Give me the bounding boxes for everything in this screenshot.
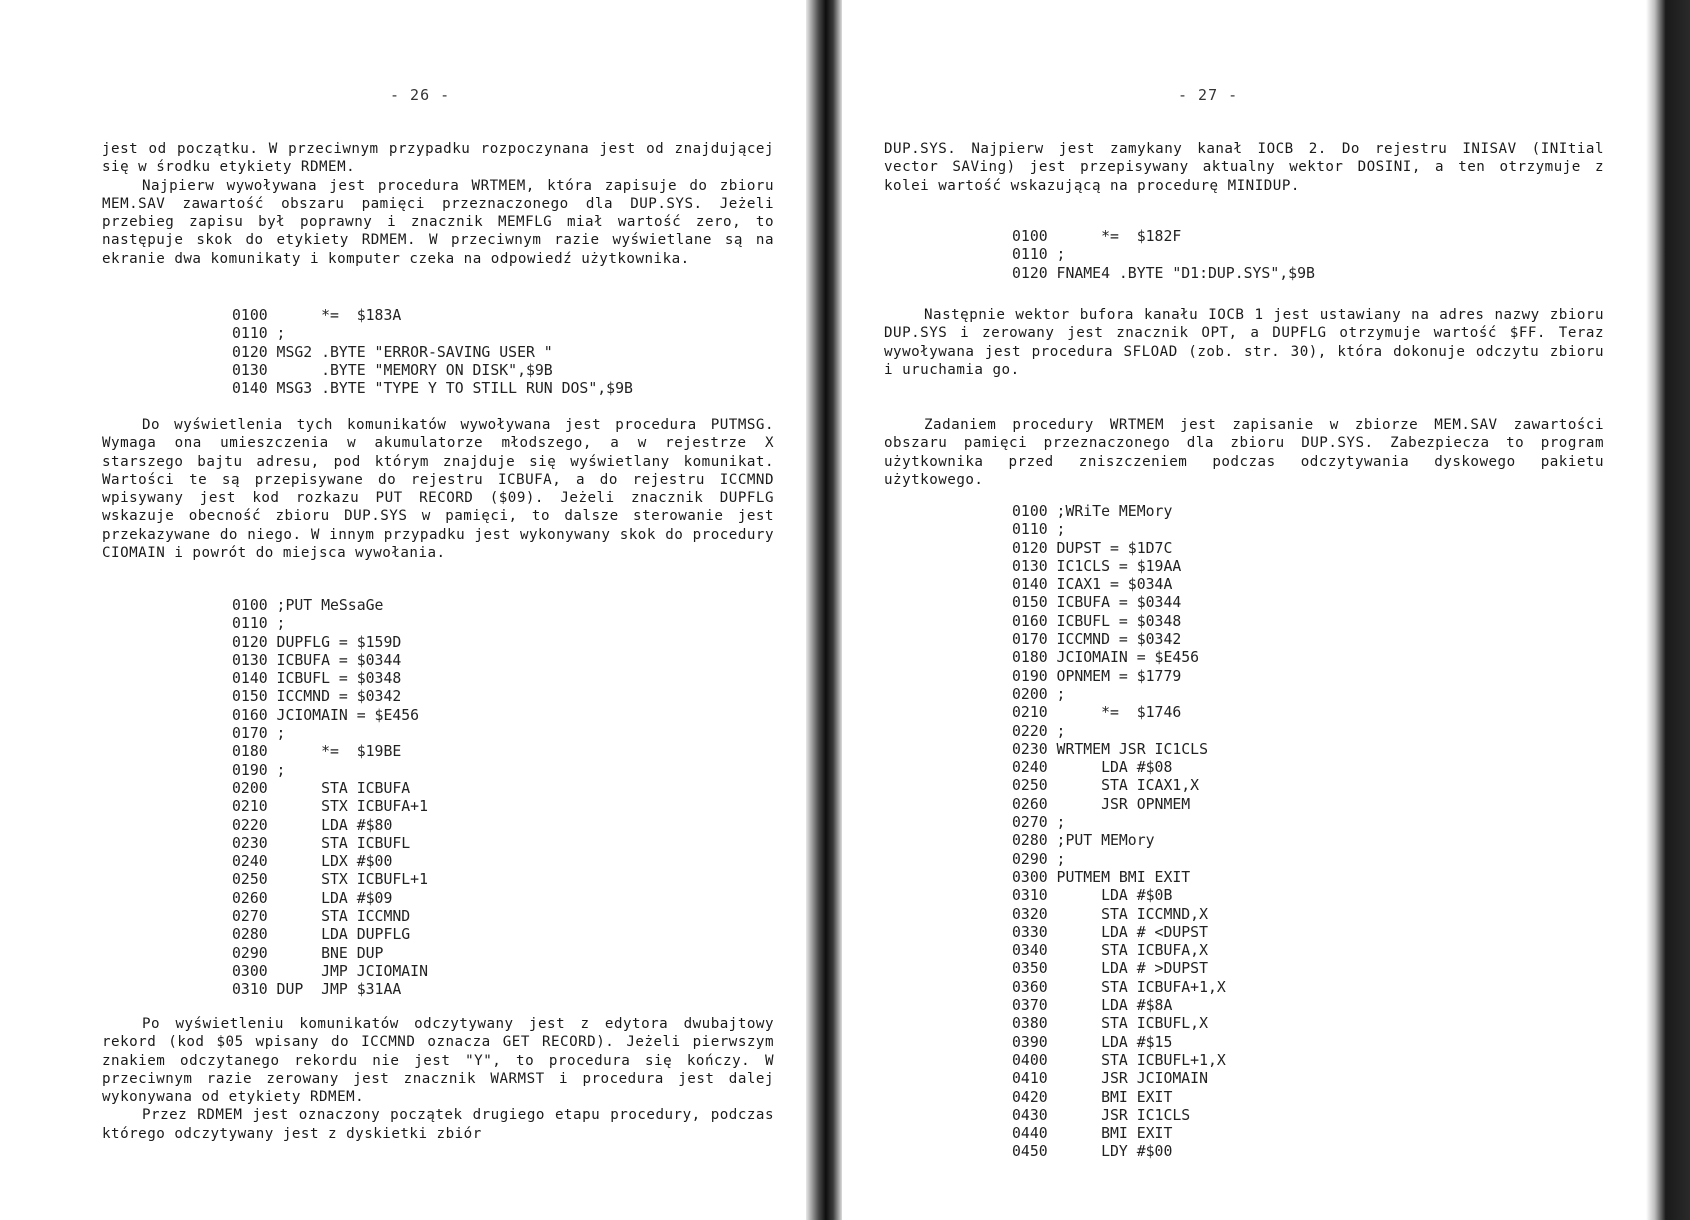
code-line: 0110 ; (232, 325, 286, 343)
code-line: 0450 LDY #$00 (1012, 1143, 1173, 1161)
code-line: 0180 *= $19BE (232, 743, 402, 761)
code-line: 0170 ICCMND = $0342 (1012, 631, 1182, 649)
code-line: 0220 LDA #$80 (232, 816, 393, 834)
code-line: 0290 BNE DUP (232, 944, 384, 962)
paragraph: Najpierw wywoływana jest procedura WRTMEM, która zapisuje do zbioru MEM.SAV zawartość obszaru pamięci przeznaczonego dla DUP.SYS. Jeżeli przebieg zapisu był poprawny i znacznik MEMFLG miał wartość zero, to następuje skok do etykiety RDMEM. W przeciwnym razie wyświetlane są na ekranie dwa komunikaty i komputer czeka na odpowiedź użytkownika. (102, 177, 774, 267)
code-line: 0220 ; (1012, 722, 1066, 740)
paragraph: jest od początku. W przeciwnym przypadku rozpoczynana jest od znajdującej się w środku etykiety RDMEM. (102, 141, 774, 176)
code-line: 0210 *= $1746 (1012, 704, 1182, 722)
code-line: 0200 STA ICBUFA (232, 779, 411, 797)
code-line: 0300 JMP JCIOMAIN (232, 962, 428, 980)
code-line: 0340 STA ICBUFA,X (1012, 942, 1208, 960)
code-line: 0230 WRTMEM JSR IC1CLS (1012, 740, 1208, 758)
code-line: 0100 ;PUT MeSsaGe (232, 597, 384, 614)
code-line: 0270 STA ICCMND (232, 908, 411, 926)
code-line: 0280 LDA DUPFLG (232, 926, 411, 944)
code-line: 0160 ICBUFL = $0348 (1012, 612, 1182, 630)
code-line: 0190 ; (232, 761, 286, 779)
code-line: 0110 ; (1012, 246, 1066, 264)
paragraph: Do wyświetlenia tych komunikatów wywoływana jest procedura PUTMSG. Wymaga ona umieszczenia w akumulatorze młodszego, a w rejestrze X starszego bajtu adresu, pod którym znajduje się wyświetlany komunikat. Wartości te są przepisywane do rejestru ICBUFA, a do rejestru ICCMND wpisywany jest kod rozkazu PUT RECORD ($09). Jeżeli znacznik DUPFLG wskazuje obecność zbioru DUP.SYS w pamięci, to dalsze sterowanie jest przekazywane do niego. W innym przypadku jest wykonywany skok do procedury CIOMAIN i powrót do miejsca wywołania. (102, 417, 774, 562)
code-line: 0410 JSR JCIOMAIN (1012, 1070, 1208, 1088)
code-line: 0260 LDA #$09 (232, 889, 393, 907)
code-listing (232, 307, 633, 398)
code-line: 0270 ; (1012, 814, 1066, 832)
code-line: 0300 PUTMEM BMI EXIT (1012, 868, 1191, 886)
code-listing (1012, 228, 1315, 283)
code-line: 0260 JSR OPNMEM (1012, 795, 1191, 813)
code-line: 0250 STA ICAX1,X (1012, 777, 1200, 795)
code-line: 0210 STX ICBUFA+1 (232, 798, 428, 816)
code-line: 0120 DUPST = $1D7C (1012, 539, 1173, 557)
code-line: 0310 LDA #$0B (1012, 887, 1173, 905)
code-line: 0150 ICCMND = $0342 (232, 688, 402, 706)
paragraph: Przez RDMEM jest oznaczony początek drugiego etapu procedury, podczas którego odczytywany jest z dyskietki zbiór (102, 1107, 774, 1142)
code-line: 0100 *= $183A (232, 307, 402, 324)
paragraph-block (884, 140, 1604, 195)
code-line: 0330 LDA # <DUPST (1012, 923, 1208, 941)
code-line: 0120 FNAME4 .BYTE "D1:DUP.SYS",$9B (1012, 264, 1315, 282)
page-number: - 27 - (1178, 86, 1239, 104)
paragraph: Zadaniem procedury WRTMEM jest zapisanie w zbiorze MEM.SAV zawartości obszaru pamięci przeznaczonego dla zbioru DUP.SYS. Zabezpiecza to program użytkownika przed zniszczeniem podczas odczytywania dyskowego pakietu użytkowego. (884, 417, 1604, 488)
paragraph: DUP.SYS. Najpierw jest zamykany kanał IOCB 2. Do rejestru INISAV (INItial vector SAVing) jest przepisywany aktualny wektor DOSINI, a ten otrzymuje z kolei wartość wskazującą na procedurę MINIDUP. (884, 141, 1604, 194)
code-line: 0110 ; (1012, 521, 1066, 539)
code-line: 0360 STA ICBUFA+1,X (1012, 978, 1226, 996)
paragraph-block (102, 416, 774, 562)
paragraph: Po wyświetleniu komunikatów odczytywany jest z edytora dwubajtowy rekord (kod $05 wpisany do ICCMND oznacza GET RECORD). Jeżeli pierwszym znakiem odczytanego rekordu nie jest "Y", to procedura się kończy. W przeciwnym razie zerowany jest znacznik WARMST i procedura jest dalej wykonywana od etykiety RDMEM. (102, 1016, 774, 1106)
code-line: 0420 BMI EXIT (1012, 1088, 1173, 1106)
paragraph-block (102, 140, 774, 268)
right-page (842, 0, 1646, 1220)
code-line: 0280 ;PUT MEMory (1012, 832, 1155, 850)
code-line: 0350 LDA # >DUPST (1012, 960, 1208, 978)
book-spine-shadow (806, 0, 842, 1220)
code-line: 0130 ICBUFA = $0344 (232, 651, 402, 669)
code-line: 0240 LDX #$00 (232, 853, 393, 871)
code-line: 0390 LDA #$15 (1012, 1033, 1173, 1051)
code-line: 0440 BMI EXIT (1012, 1125, 1173, 1143)
code-line: 0170 ; (232, 725, 286, 743)
code-line: 0320 STA ICCMND,X (1012, 905, 1208, 923)
code-line: 0140 MSG3 .BYTE "TYPE Y TO STILL RUN DOS",$9B (232, 380, 633, 398)
left-page (0, 0, 806, 1220)
code-line: 0430 JSR IC1CLS (1012, 1106, 1191, 1124)
paragraph: Następnie wektor bufora kanału IOCB 1 jest ustawiany na adres nazwy zbioru DUP.SYS i zerowany jest znacznik OPT, a DUPFLG otrzymuje wartość $FF. Teraz wywoływana jest procedura SFLOAD (zob. str. 30), która dokonuje odczytu zbioru i uruchamia go. (884, 307, 1604, 378)
code-line: 0120 DUPFLG = $159D (232, 633, 402, 651)
code-line: 0310 DUP JMP $31AA (232, 981, 402, 999)
code-line: 0150 ICBUFA = $0344 (1012, 594, 1182, 612)
code-line: 0400 STA ICBUFL+1,X (1012, 1051, 1226, 1069)
code-line: 0130 IC1CLS = $19AA (1012, 557, 1182, 575)
code-line: 0140 ICBUFL = $0348 (232, 670, 402, 688)
code-line: 0110 ; (232, 615, 286, 633)
code-line: 0100 *= $182F (1012, 228, 1182, 245)
page-edge-shadow (1646, 0, 1690, 1220)
code-line: 0180 JCIOMAIN = $E456 (1012, 649, 1200, 667)
code-line: 0160 JCIOMAIN = $E456 (232, 706, 420, 724)
code-line: 0370 LDA #$8A (1012, 997, 1173, 1015)
code-line: 0100 ;WRiTe MEMory (1012, 503, 1173, 520)
code-line: 0190 OPNMEM = $1779 (1012, 667, 1182, 685)
code-line: 0250 STX ICBUFL+1 (232, 871, 428, 889)
page-number: - 26 - (390, 86, 451, 104)
code-line: 0380 STA ICBUFL,X (1012, 1015, 1208, 1033)
code-line: 0290 ; (1012, 850, 1066, 868)
paragraph-block (102, 1015, 774, 1143)
code-line: 0200 ; (1012, 685, 1066, 703)
code-line: 0230 STA ICBUFL (232, 834, 411, 852)
code-listing (232, 597, 428, 1000)
code-line: 0120 MSG2 .BYTE "ERROR-SAVING USER " (232, 343, 553, 361)
code-line: 0240 LDA #$08 (1012, 759, 1173, 777)
paragraph-block (884, 416, 1604, 489)
code-listing (1012, 503, 1226, 1162)
code-line: 0130 .BYTE "MEMORY ON DISK",$9B (232, 361, 553, 379)
code-line: 0140 ICAX1 = $034A (1012, 576, 1173, 594)
paragraph-block (884, 306, 1604, 379)
